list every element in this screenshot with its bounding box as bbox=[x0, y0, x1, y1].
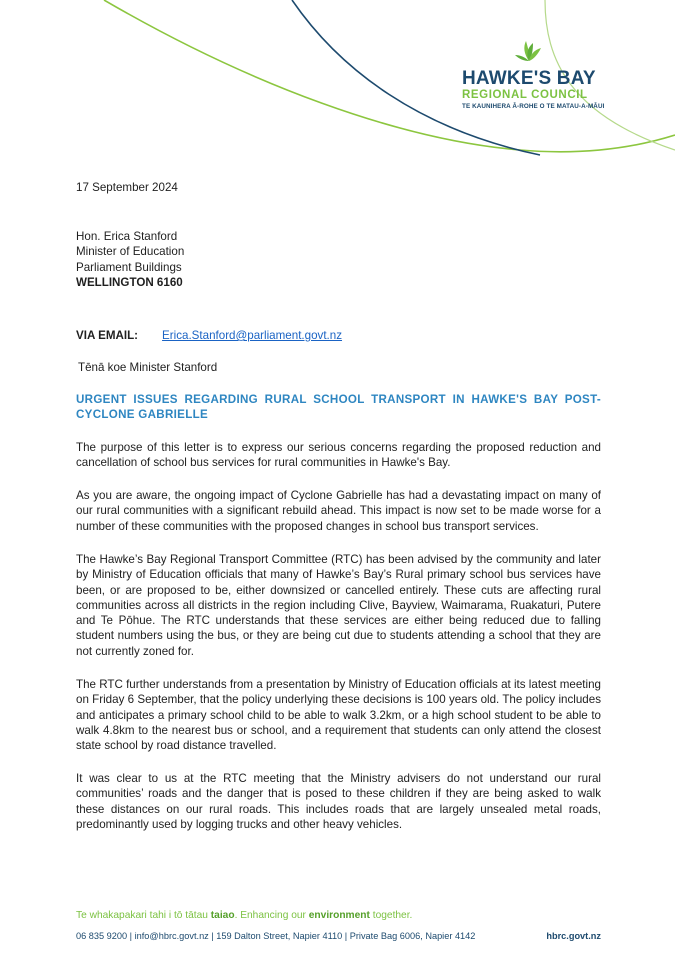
recipient-title: Minister of Education bbox=[76, 245, 185, 259]
letter-subject: URGENT ISSUES REGARDING RURAL SCHOOL TRANSPORT IN HAWKE'S BAY POST-CYCLONE GABRIELLE bbox=[76, 393, 601, 422]
tagline-text-1: Te whakapakari tahi i tō tātau bbox=[76, 910, 211, 921]
letter-date: 17 September 2024 bbox=[76, 181, 178, 194]
footer-tagline bbox=[76, 910, 412, 921]
logo-name: HAWKE'S BAY bbox=[462, 68, 596, 89]
paragraph-4: The RTC further understands from a presentation by Ministry of Education officials at its latest meeting on Friday 6 September, that the policy underlying these decisions is 100 years old. The policy includes and anticipates a primary school child to be able to walk 3.2km, or a high school student to be able to walk 4.8km to the nearest bus or school, and a requirement that students can only attend the closest state school by road distance travelled. bbox=[76, 678, 601, 753]
footer-contact-line bbox=[76, 931, 601, 941]
greeting: Tēnā koe Minister Stanford bbox=[78, 361, 218, 374]
via-email-line bbox=[76, 328, 601, 343]
tagline-text-2: . Enhancing our bbox=[234, 910, 309, 921]
paragraph-2: As you are aware, the ongoing impact of Cyclone Gabrielle has had a devastating impact on many of our rural communities with a significant rebuild ahead. This impact is now set to be made worse for a number of these communities with the proposed changes in school bus transport services. bbox=[76, 489, 601, 533]
tagline-text-3: together. bbox=[369, 910, 413, 921]
recipient-address: Parliament Buildings bbox=[76, 260, 182, 274]
footer-contact: 06 835 9200 | info@hbrc.govt.nz | 159 Dalton Street, Napier 4110 | Private Bag 6006, Napier 4142 bbox=[76, 931, 476, 941]
leaf-icon bbox=[514, 40, 544, 62]
tagline-taiao: taiao bbox=[210, 910, 235, 921]
recipient-block bbox=[76, 229, 601, 290]
recipient-email-link[interactable]: Erica.Stanford@parliament.govt.nz bbox=[162, 329, 343, 342]
recipient-city: WELLINGTON 6160 bbox=[76, 275, 183, 289]
hbrc-logo bbox=[462, 40, 612, 112]
tagline-environment: environment bbox=[308, 910, 370, 921]
paragraph-5: It was clear to us at the RTC meeting that the Ministry advisers do not understand our rural communities’ roads and the danger that is posed to these children if they are being asked to walk these distances on our rural roads. This includes roads that are largely unsealed metal roads, predominantly used by logging trucks and other heavy vehicles. bbox=[76, 772, 601, 831]
recipient-name: Hon. Erica Stanford bbox=[76, 230, 178, 243]
logo-subtitle: REGIONAL COUNCIL bbox=[462, 89, 588, 101]
paragraph-1: The purpose of this letter is to express our serious concerns regarding the proposed reduction and cancellation of school bus services for rural communities in Hawke's Bay. bbox=[76, 441, 601, 470]
paragraph-3: The Hawke’s Bay Regional Transport Committee (RTC) has been advised by the community and later by Ministry of Education officials that many of Hawke’s Bay’s Rural primary school bus services have been, or are proposed to be, either downsized or cancelled entirely. These cuts are affecting rural communities across all districts in the region including Clive, Bayview, Waimarama, Ruakaturi, Putere and Te Pōhue. The RTC understands that these services are either being reduced due to falling student numbers using the bus, or they are being cut due to students attending a school that they are not currently zoned for. bbox=[76, 553, 601, 658]
via-email-label: VIA EMAIL: bbox=[76, 329, 139, 342]
logo-maori-name: TE KAUNIHERA Ā-ROHE O TE MATAU-A-MĀUI bbox=[462, 103, 605, 110]
footer-website-link[interactable]: hbrc.govt.nz bbox=[546, 931, 601, 941]
